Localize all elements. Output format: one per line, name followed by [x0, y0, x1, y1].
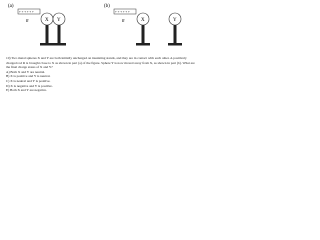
part-b-label: (b) — [104, 4, 110, 9]
sphere-x-label-a: X — [45, 18, 49, 23]
stand-base-x-b — [136, 43, 150, 46]
sphere-x-label-b: X — [141, 18, 145, 23]
question-block — [6, 56, 196, 93]
sphere-y-label-b: Y — [173, 18, 177, 23]
option-d[interactable]: D) X is negative and Y is positive. — [6, 83, 53, 88]
option-c[interactable]: C) X is neutral and Y is positive. — [6, 78, 51, 83]
option-b[interactable]: B) X is positive and Y is neutral. — [6, 74, 51, 79]
part-a-label: (a) — [8, 4, 14, 9]
figure — [0, 0, 200, 56]
stand-base-x-a — [40, 43, 54, 46]
rod-charges-b: + + + + + + — [115, 10, 130, 14]
question-text: 10) Two metal spheres X and Y are both initially uncharged on insulating stands, and they are in contact with each other. A positively charged rod R is brought close to X as shown in part (a) of the figure. Sphere Y is now moved away from X, as shown in part (b). What are the final charge states of X and Y? — [6, 56, 195, 70]
stand-base-y-b — [168, 43, 182, 46]
stand-post-y-b — [174, 25, 177, 43]
stand-post-x-a — [46, 25, 49, 43]
rod-label-b: R — [122, 18, 125, 23]
option-e[interactable]: E) Both X and Y are negative. — [6, 88, 47, 93]
sphere-y-label-a: Y — [57, 18, 61, 23]
stand-post-y-a — [58, 25, 61, 43]
figure-diagram — [0, 0, 200, 56]
stand-base-y-a — [52, 43, 66, 46]
stand-post-x-b — [142, 25, 145, 43]
option-a[interactable]: A) Both X and Y are neutral. — [6, 69, 46, 74]
rod-charges-a: + + + + + + — [19, 10, 34, 14]
rod-label-a: R — [26, 18, 29, 23]
